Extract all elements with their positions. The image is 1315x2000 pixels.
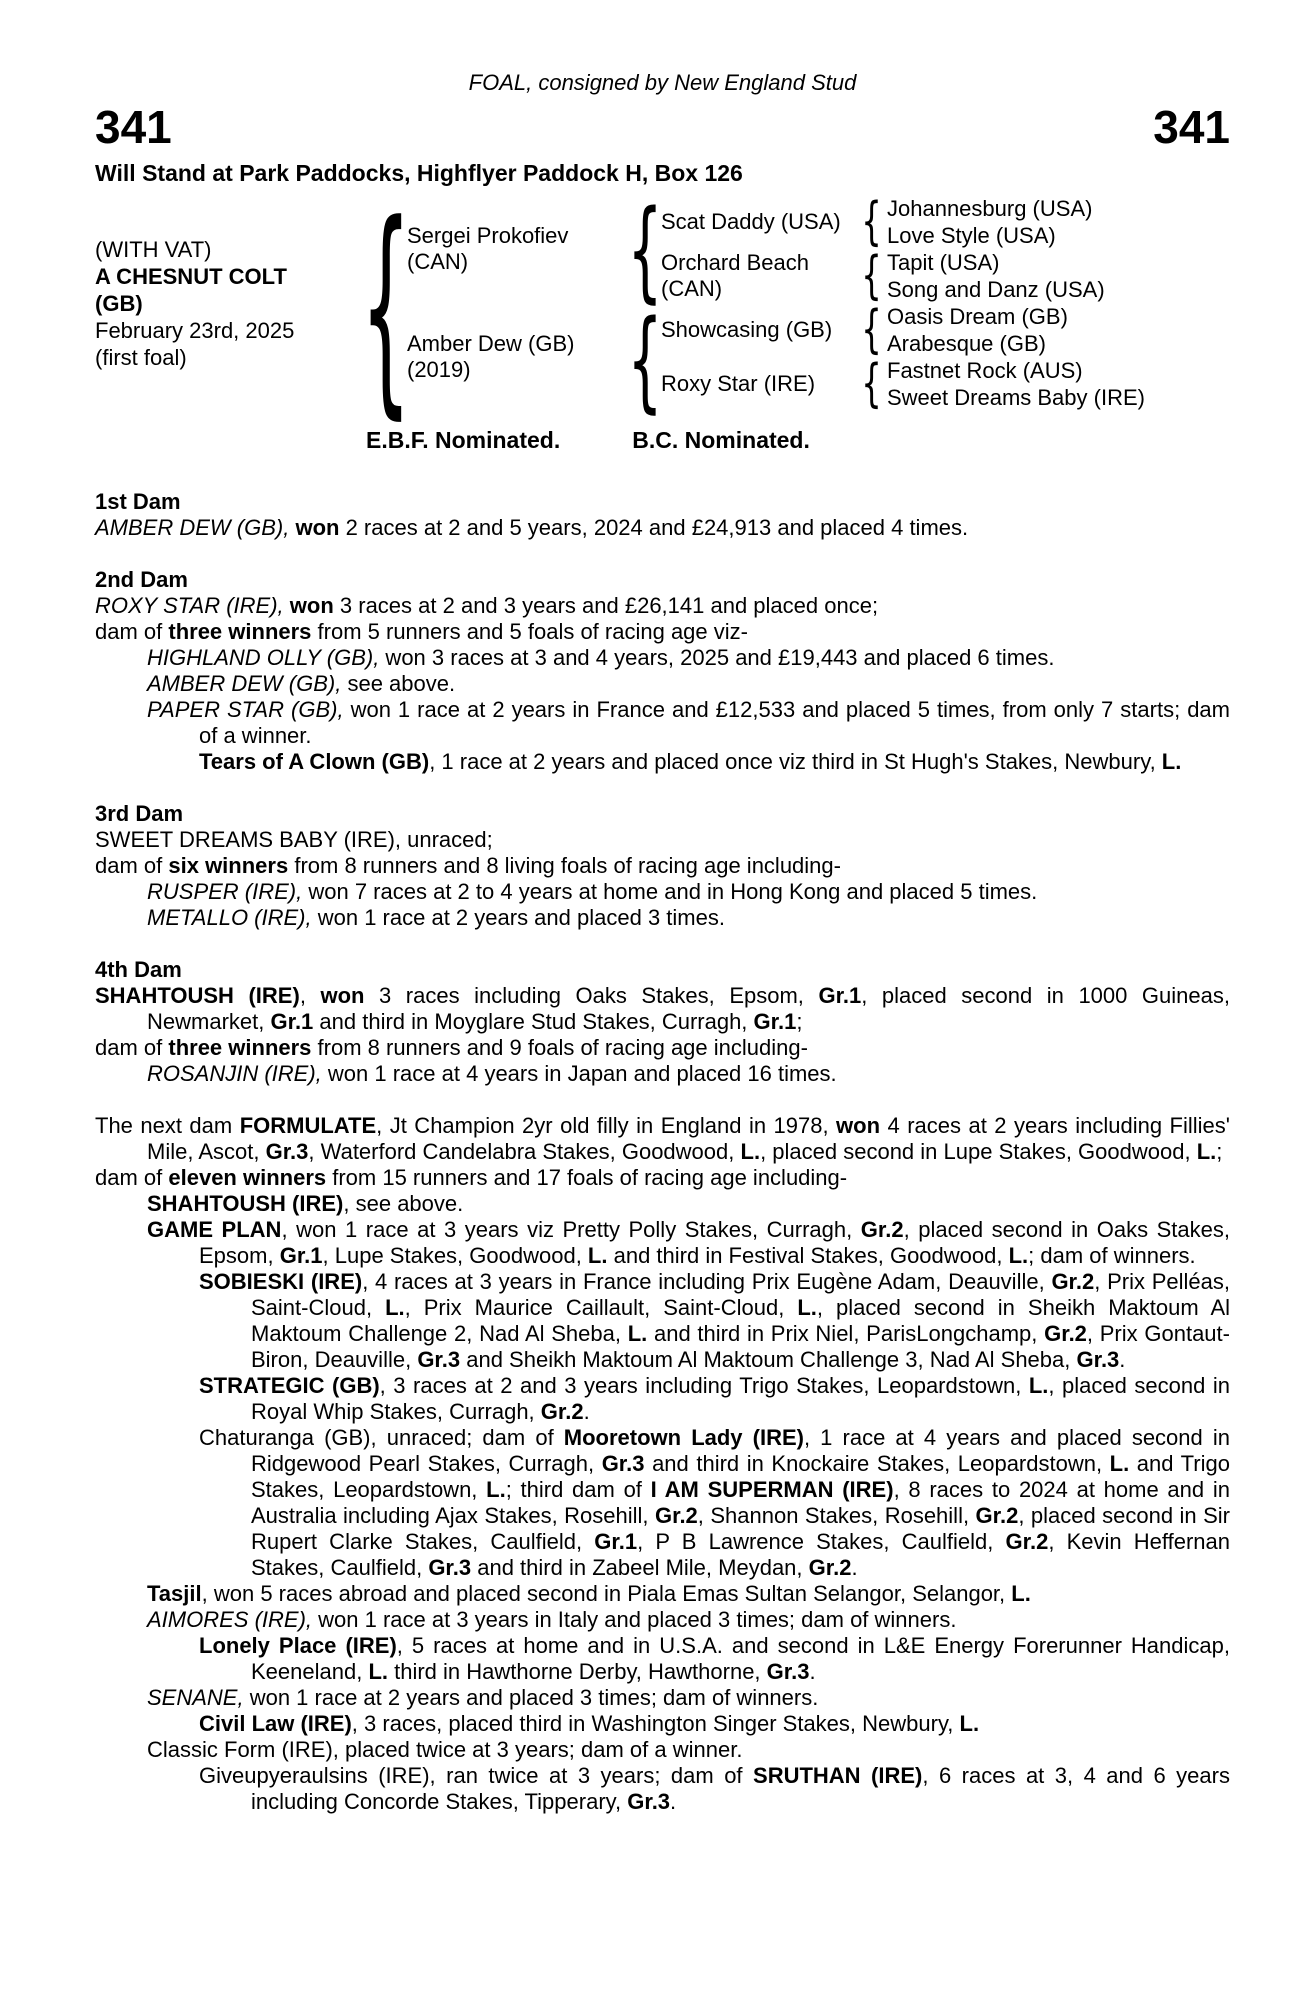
pedigree-gen2 <box>661 195 857 411</box>
dam-section <box>95 489 1230 541</box>
pedigree-paragraph: SWEET DREAMS BABY (IRE), unraced; <box>95 827 493 852</box>
pedigree-paragraph: SHAHTOUSH (IRE), won 3 races including Oaks Stakes, Epsom, Gr.1, placed second in 1000 Guineas, Newmarket, Gr.1 and third in Moyglare Stud Stakes, Curragh, Gr.1; <box>95 983 1230 1034</box>
pedigree-paragraph: dam of three winners from 8 runners and 9 foals of racing age including- <box>95 1035 808 1060</box>
pedigree-paragraph: Classic Form (IRE), placed twice at 3 years; dam of a winner. <box>147 1737 743 1762</box>
bc-nominated-label: B.C. Nominated. <box>632 427 810 453</box>
pedigree-paragraph: AMBER DEW (GB), see above. <box>147 671 456 696</box>
lot-number-left: 341 <box>95 101 172 153</box>
ancestor-name: Tapit (USA) <box>887 250 1000 275</box>
brace-column-small <box>857 192 887 414</box>
foaling-date: February 23rd, 2025 <box>95 317 295 343</box>
lot-number-right: 341 <box>1153 101 1230 153</box>
pedigree-paragraph: dam of eleven winners from 15 runners and 17 foals of racing age including- <box>95 1165 848 1190</box>
vat-note: (WITH VAT) <box>95 236 212 262</box>
subject-block <box>95 195 365 411</box>
pedigree-paragraph: Civil Law (IRE), 3 races, placed third in Washington Singer Stakes, Newbury, L. <box>199 1711 980 1736</box>
ancestor-name: Sweet Dreams Baby (IRE) <box>887 385 1145 410</box>
pedigree-table <box>95 176 1230 439</box>
pedigree-paragraph: SENANE, won 1 race at 2 years and placed 3 times; dam of winners. <box>147 1685 819 1710</box>
foal-note: (first foal) <box>95 344 187 370</box>
ancestor-name: Showcasing (GB) <box>661 317 833 342</box>
pedigree-paragraph: dam of six winners from 8 runners and 8 living foals of racing age including- <box>95 853 841 878</box>
pedigree-gen3 <box>887 195 1230 411</box>
dam-section <box>95 567 1230 775</box>
ancestor-name: Arabesque (GB) <box>887 331 1046 356</box>
pedigree-paragraph: The next dam FORMULATE, Jt Champion 2yr old filly in England in 1978, won 4 races at 2 years including Fillies' Mile, Ascot, Gr.3, Waterford Candelabra Stakes, Goodwood, L., placed second in Lupe Stakes, Goodwood, L.; <box>95 1113 1230 1164</box>
pedigree-paragraph: Lonely Place (IRE), 5 races at home and in U.S.A. and second in L&E Energy Forerunner Handicap, Keeneland, L. third in Hawthorne Derby, Hawthorne, Gr.3. <box>199 1633 1230 1684</box>
section-heading: 1st Dam <box>95 489 181 514</box>
pedigree-paragraph: STRATEGIC (GB), 3 races at 2 and 3 years including Trigo Stakes, Leopardstown, L., placed second in Royal Whip Stakes, Curragh, Gr.2. <box>199 1373 1230 1424</box>
ebf-nominated-label: E.B.F. Nominated. <box>366 427 561 453</box>
pedigree-gen1 <box>407 195 629 411</box>
pedigree-paragraph: METALLO (IRE), won 1 race at 2 years and placed 3 times. <box>147 905 725 930</box>
brace-icon: { <box>360 176 412 439</box>
section-heading: 3rd Dam <box>95 801 184 826</box>
pedigree-paragraph: Giveupyeraulsins (IRE), ran twice at 3 years; dam of SRUTHAN (IRE), 6 races at 3, 4 and 6 years including Concorde Stakes, Tipperary, Gr.3. <box>199 1763 1230 1814</box>
pedigree-paragraph: SOBIESKI (IRE), 4 races at 3 years in France including Prix Eugène Adam, Deauville, Gr.2, Prix Pelléas, Saint-Cloud, L., Prix Maurice Caillault, Saint-Cloud, L., placed second in Sheikh Maktoum Al Maktoum Challenge 2, Nad Al Sheba, L. and third in Prix Niel, ParisLongchamp, Gr.2, Prix Gontaut-Biron, Deauville, Gr.3 and Sheikh Maktoum Al Maktoum Challenge 3, Nad Al Sheba, Gr.3. <box>199 1269 1231 1372</box>
brace-icon: { <box>627 186 663 314</box>
ancestor-name: Scat Daddy (USA) <box>661 209 841 234</box>
brace-icon: { <box>861 354 883 414</box>
catalogue-body <box>95 489 1230 1815</box>
subject-country: (GB) <box>95 290 143 316</box>
pedigree-paragraph: ROSANJIN (IRE), won 1 race at 4 years in Japan and placed 16 times. <box>147 1061 837 1086</box>
pedigree-paragraph: dam of three winners from 5 runners and 5 foals of racing age viz- <box>95 619 748 644</box>
ancestor-name: Amber Dew (GB) (2019) <box>407 331 575 382</box>
brace-column-medium <box>627 186 663 424</box>
ancestor-name: Oasis Dream (GB) <box>887 304 1068 329</box>
brace-icon: { <box>627 296 663 424</box>
lot-number-row <box>95 101 1230 153</box>
pedigree-paragraph: AIMORES (IRE), won 1 race at 3 years in Italy and placed 3 times; dam of winners. <box>147 1607 957 1632</box>
pedigree-paragraph: Tasjil, won 5 races abroad and placed second in Piala Emas Sultan Selangor, Selangor, L. <box>147 1581 1031 1606</box>
pedigree-paragraph: SHAHTOUSH (IRE), see above. <box>147 1191 464 1216</box>
pedigree-paragraph: HIGHLAND OLLY (GB), won 3 races at 3 and 4 years, 2025 and £19,443 and placed 6 times. <box>147 645 1055 670</box>
ancestor-name: Sergei Prokofiev (CAN) <box>407 223 569 274</box>
pedigree-paragraph: GAME PLAN, won 1 race at 3 years viz Pretty Polly Stakes, Curragh, Gr.2, placed second in Oaks Stakes, Epsom, Gr.1, Lupe Stakes, Goodwood, L. and third in Festival Stakes, Goodwood, L.; dam of winners. <box>147 1217 1231 1268</box>
ancestor-name: Song and Danz (USA) <box>887 277 1105 302</box>
ancestor-name: Roxy Star (IRE) <box>661 371 816 396</box>
brace-icon: { <box>861 300 883 360</box>
pedigree-paragraph: RUSPER (IRE), won 7 races at 2 to 4 years at home and in Hong Kong and placed 5 times. <box>147 879 1038 904</box>
brace-icon: { <box>861 246 883 306</box>
brace-icon: { <box>861 192 883 252</box>
pedigree-paragraph: AMBER DEW (GB), won 2 races at 2 and 5 years, 2024 and £24,913 and placed 4 times. <box>95 515 969 540</box>
ancestor-name: Johannesburg (USA) <box>887 196 1093 221</box>
ancestor-name: Orchard Beach (CAN) <box>661 250 809 301</box>
stand-location-line: Will Stand at Park Paddocks, Highflyer Paddock H, Box 126 <box>95 160 743 186</box>
dam-section <box>95 801 1230 931</box>
pedigree-paragraph: ROXY STAR (IRE), won 3 races at 2 and 3 years and £26,141 and placed once; <box>95 593 879 618</box>
dam-section <box>95 957 1230 1087</box>
dam-section <box>95 1113 1230 1815</box>
pedigree-paragraph: PAPER STAR (GB), won 1 race at 2 years in France and £12,533 and placed 5 times, from only 7 starts; dam of a winner. <box>147 697 1230 748</box>
pedigree-paragraph: Tears of A Clown (GB), 1 race at 2 years and placed once viz third in St Hugh's Stakes, Newbury, L. <box>199 749 1182 774</box>
consignor-line: FOAL, consigned by New England Stud <box>468 70 857 95</box>
subject-name: A CHESNUT COLT <box>95 263 287 289</box>
pedigree-paragraph: Chaturanga (GB), unraced; dam of Mooretown Lady (IRE), 1 race at 4 years and placed second in Ridgewood Pearl Stakes, Curragh, Gr.3 and third in Knockaire Stakes, Leopardstown, L. and Trigo Stakes, Leopardstown, L.; third dam of I AM SUPERMAN (IRE), 8 races to 2024 at home and in Australia including Ajax Stakes, Rosehill, Gr.2, Shannon Stakes, Rosehill, Gr.2, placed second in Sir Rupert Clarke Stakes, Caulfield, Gr.1, P B Lawrence Stakes, Caulfield, Gr.2, Kevin Heffernan Stakes, Caulfield, Gr.3 and third in Zabeel Mile, Meydan, Gr.2. <box>199 1425 1231 1580</box>
ancestor-name: Fastnet Rock (AUS) <box>887 358 1083 383</box>
ancestor-name: Love Style (USA) <box>887 223 1056 248</box>
section-heading: 4th Dam <box>95 957 182 982</box>
brace-column-large <box>360 176 412 439</box>
section-heading: 2nd Dam <box>95 567 188 592</box>
nomination-row <box>95 427 1230 453</box>
